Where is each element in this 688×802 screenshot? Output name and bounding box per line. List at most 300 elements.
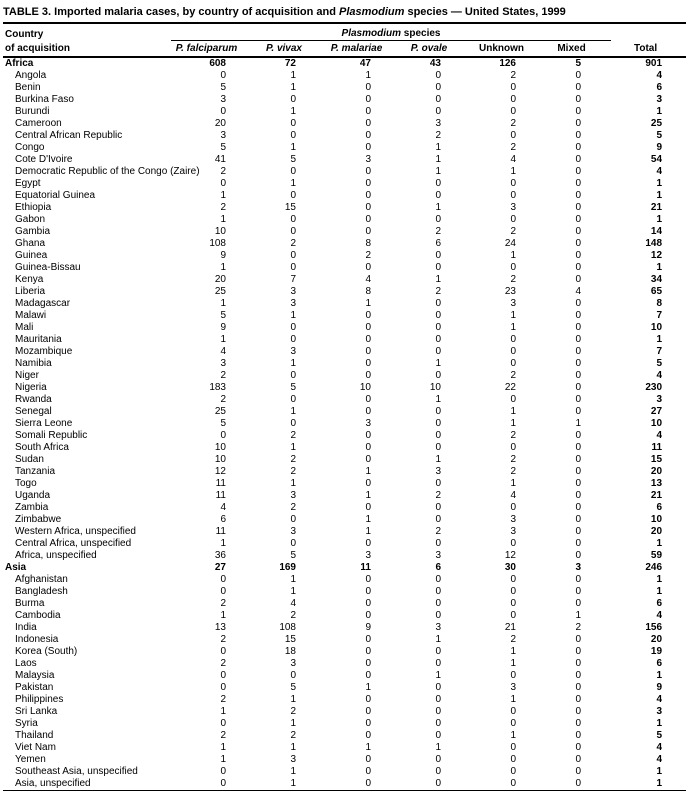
cell-mixed: 0 xyxy=(575,118,582,129)
country-row xyxy=(3,670,686,682)
cell-p-falciparum: 0 xyxy=(220,778,226,789)
cell-p-vivax: 3 xyxy=(290,286,296,297)
row-label: Rwanda xyxy=(15,394,52,405)
cell-p-malariae: 2 xyxy=(365,250,371,261)
cell-total: 5 xyxy=(656,730,663,741)
cell-p-falciparum: 41 xyxy=(214,154,226,165)
cell-unknown: 2 xyxy=(510,226,516,237)
cell-p-ovale: 3 xyxy=(435,118,441,129)
row-label: Ghana xyxy=(15,238,46,249)
cell-mixed: 0 xyxy=(575,298,582,309)
row-label: Central Africa, unspecified xyxy=(15,538,132,549)
cell-mixed: 0 xyxy=(575,346,582,357)
header-row-group xyxy=(3,24,686,40)
cell-total: 65 xyxy=(650,286,663,297)
cell-unknown: 2 xyxy=(510,430,516,441)
row-label: Indonesia xyxy=(15,634,59,645)
cell-unknown: 0 xyxy=(510,334,516,345)
cell-unknown: 2 xyxy=(510,466,516,477)
country-row xyxy=(3,586,686,598)
cell-total: 21 xyxy=(650,490,663,501)
row-label: Equatorial Guinea xyxy=(15,190,96,201)
cell-mixed: 0 xyxy=(575,214,582,225)
row-label: Burma xyxy=(15,598,45,609)
cell-total: 12 xyxy=(650,250,663,261)
cell-total: 4 xyxy=(656,694,663,705)
cell-mixed: 0 xyxy=(575,586,582,597)
row-label: Africa xyxy=(5,58,34,69)
cell-unknown: 0 xyxy=(510,778,516,789)
cell-mixed: 0 xyxy=(575,598,582,609)
cell-p-falciparum: 0 xyxy=(220,682,226,693)
cell-unknown: 1 xyxy=(510,310,516,321)
cell-p-falciparum: 0 xyxy=(220,106,226,117)
cell-p-vivax: 2 xyxy=(290,730,296,741)
cell-p-vivax: 3 xyxy=(290,754,296,765)
cell-p-falciparum: 9 xyxy=(220,250,226,261)
cell-total: 156 xyxy=(645,622,663,633)
cell-total: 3 xyxy=(656,706,663,717)
cell-total: 25 xyxy=(650,118,663,129)
row-label: Cameroon xyxy=(15,118,62,129)
cell-p-vivax: 2 xyxy=(290,454,296,465)
country-row xyxy=(3,382,686,394)
country-row xyxy=(3,454,686,466)
country-row xyxy=(3,430,686,442)
cell-p-vivax: 2 xyxy=(290,706,296,717)
cell-p-falciparum: 3 xyxy=(220,130,226,141)
cell-p-falciparum: 3 xyxy=(220,94,226,105)
cell-p-vivax: 5 xyxy=(290,382,296,393)
row-label: Laos xyxy=(15,658,37,669)
cell-p-ovale: 2 xyxy=(435,226,441,237)
cell-p-falciparum: 2 xyxy=(220,658,226,669)
cell-mixed: 3 xyxy=(575,562,582,573)
cell-p-falciparum: 5 xyxy=(220,418,226,429)
cell-p-vivax: 1 xyxy=(290,106,296,117)
cell-total: 1 xyxy=(656,178,663,189)
cell-unknown: 2 xyxy=(510,118,516,129)
cell-mixed: 0 xyxy=(575,274,582,285)
cell-p-ovale: 0 xyxy=(435,310,441,321)
cell-mixed: 0 xyxy=(575,658,582,669)
cell-total: 9 xyxy=(656,682,663,693)
cell-total: 5 xyxy=(656,130,663,141)
cell-unknown: 2 xyxy=(510,142,516,153)
cell-mixed: 0 xyxy=(575,178,582,189)
cell-p-ovale: 0 xyxy=(435,82,441,93)
cell-p-vivax: 0 xyxy=(290,214,296,225)
cell-p-falciparum: 2 xyxy=(220,202,226,213)
cell-unknown: 12 xyxy=(504,550,516,561)
cell-total: 1 xyxy=(656,718,663,729)
cell-mixed: 0 xyxy=(575,694,582,705)
row-label: Korea (South) xyxy=(15,646,78,657)
cell-mixed: 0 xyxy=(575,766,582,777)
cell-p-malariae: 0 xyxy=(365,322,371,333)
cell-p-vivax: 1 xyxy=(290,178,296,189)
cell-p-malariae: 0 xyxy=(365,610,371,621)
cell-p-vivax: 3 xyxy=(290,346,296,357)
total-header-spacer xyxy=(611,24,686,40)
cell-unknown: 0 xyxy=(510,538,516,549)
cell-p-ovale: 0 xyxy=(435,478,441,489)
cell-total: 1 xyxy=(656,778,663,789)
cell-p-ovale: 0 xyxy=(435,106,441,117)
cell-p-falciparum: 36 xyxy=(214,550,226,561)
col-header-p-vivax: P. vivax xyxy=(256,40,326,57)
cell-p-vivax: 15 xyxy=(284,634,296,645)
cell-p-falciparum: 1 xyxy=(220,742,226,753)
cell-mixed: 0 xyxy=(575,322,582,333)
cell-p-malariae: 0 xyxy=(365,718,371,729)
cell-p-falciparum: 27 xyxy=(214,562,226,573)
cell-p-ovale: 0 xyxy=(435,250,441,261)
country-row xyxy=(3,262,686,274)
cell-unknown: 2 xyxy=(510,70,516,81)
cell-p-ovale: 43 xyxy=(429,58,441,69)
cell-p-malariae: 0 xyxy=(365,190,371,201)
cell-unknown: 0 xyxy=(510,190,516,201)
country-row xyxy=(3,274,686,286)
cell-mixed: 0 xyxy=(575,94,582,105)
row-label: Sierra Leone xyxy=(15,418,73,429)
cell-p-malariae: 3 xyxy=(365,550,371,561)
country-row xyxy=(3,694,686,706)
cell-p-vivax: 1 xyxy=(290,442,296,453)
cell-p-ovale: 3 xyxy=(435,622,441,633)
table-title-italic-plasmodium: Plasmodium xyxy=(338,6,405,18)
row-label: Philippines xyxy=(15,694,64,705)
cell-p-ovale: 0 xyxy=(435,418,441,429)
country-row xyxy=(3,514,686,526)
cell-p-vivax: 1 xyxy=(290,358,296,369)
cell-p-malariae: 3 xyxy=(365,154,371,165)
cell-total: 9 xyxy=(656,142,663,153)
cell-p-falciparum: 608 xyxy=(209,58,226,69)
cell-p-falciparum: 1 xyxy=(220,538,226,549)
country-row xyxy=(3,406,686,418)
cell-unknown: 2 xyxy=(510,634,516,645)
cell-p-falciparum: 0 xyxy=(220,586,226,597)
cell-p-malariae: 0 xyxy=(365,334,371,345)
cell-mixed: 0 xyxy=(575,382,582,393)
cell-p-vivax: 3 xyxy=(290,490,296,501)
cell-p-malariae: 1 xyxy=(365,490,371,501)
cell-p-vivax: 1 xyxy=(290,742,296,753)
cell-p-vivax: 0 xyxy=(290,166,296,177)
cell-p-falciparum: 1 xyxy=(220,754,226,765)
row-label: Viet Nam xyxy=(15,742,56,753)
cell-mixed: 0 xyxy=(575,502,582,513)
cell-p-falciparum: 6 xyxy=(220,514,226,525)
cell-mixed: 0 xyxy=(575,142,582,153)
cell-p-falciparum: 0 xyxy=(220,178,226,189)
country-row xyxy=(3,778,686,791)
cell-p-ovale: 1 xyxy=(435,154,441,165)
cell-total: 59 xyxy=(650,550,663,561)
cell-mixed: 0 xyxy=(575,646,582,657)
cell-total: 54 xyxy=(650,154,663,165)
cell-mixed: 0 xyxy=(575,154,582,165)
cell-p-ovale: 1 xyxy=(435,274,441,285)
col-header-p-malariae: P. malariae xyxy=(326,40,401,57)
row-label: Mali xyxy=(15,322,34,333)
cell-p-malariae: 8 xyxy=(365,286,371,297)
cell-p-malariae: 0 xyxy=(365,706,371,717)
region-row xyxy=(3,562,686,574)
cell-p-malariae: 0 xyxy=(365,166,371,177)
cell-p-falciparum: 20 xyxy=(214,274,226,285)
cell-p-malariae: 0 xyxy=(365,214,371,225)
cell-p-falciparum: 0 xyxy=(220,430,226,441)
cell-mixed: 0 xyxy=(575,430,582,441)
cell-p-vivax: 0 xyxy=(290,94,296,105)
cell-mixed: 0 xyxy=(575,526,582,537)
row-label: Burkina Faso xyxy=(15,94,74,105)
cell-mixed: 0 xyxy=(575,634,582,645)
cell-p-malariae: 0 xyxy=(365,262,371,273)
cell-p-ovale: 0 xyxy=(435,574,441,585)
cell-p-vivax: 0 xyxy=(290,226,296,237)
cell-unknown: 0 xyxy=(510,502,516,513)
cell-mixed: 0 xyxy=(575,190,582,201)
cell-p-falciparum: 1 xyxy=(220,190,226,201)
cell-p-falciparum: 10 xyxy=(214,226,226,237)
cell-p-ovale: 0 xyxy=(435,406,441,417)
cell-unknown: 4 xyxy=(510,154,516,165)
cell-p-falciparum: 2 xyxy=(220,394,226,405)
cell-p-malariae: 0 xyxy=(365,766,371,777)
country-row xyxy=(3,682,686,694)
row-label: Cambodia xyxy=(15,610,61,621)
row-label: Namibia xyxy=(15,358,52,369)
country-header-line2: of acquisition xyxy=(3,40,171,57)
cell-p-malariae: 1 xyxy=(365,742,371,753)
cell-p-ovale: 0 xyxy=(435,658,441,669)
cell-unknown: 0 xyxy=(510,358,516,369)
cell-mixed: 0 xyxy=(575,754,582,765)
cell-unknown: 3 xyxy=(510,682,516,693)
country-row xyxy=(3,622,686,634)
cell-p-malariae: 0 xyxy=(365,106,371,117)
row-label: Afghanistan xyxy=(15,574,68,585)
cell-p-vivax: 2 xyxy=(290,502,296,513)
cell-p-malariae: 47 xyxy=(359,58,371,69)
cell-total: 1 xyxy=(656,574,663,585)
country-row xyxy=(3,214,686,226)
cell-p-malariae: 1 xyxy=(365,514,371,525)
cell-p-malariae: 0 xyxy=(365,202,371,213)
country-row xyxy=(3,634,686,646)
cell-total: 14 xyxy=(650,226,663,237)
cell-mixed: 0 xyxy=(575,394,582,405)
country-row xyxy=(3,346,686,358)
cell-p-falciparum: 2 xyxy=(220,634,226,645)
cell-mixed: 0 xyxy=(575,82,582,93)
cell-total: 4 xyxy=(656,166,663,177)
cell-unknown: 0 xyxy=(510,574,516,585)
cell-unknown: 24 xyxy=(504,238,516,249)
row-label: Democratic Republic of the Congo (Zaire) xyxy=(15,166,200,177)
row-label: Burundi xyxy=(15,106,50,117)
species-group-rest: species xyxy=(401,27,441,39)
cell-p-ovale: 1 xyxy=(435,202,441,213)
cell-p-falciparum: 10 xyxy=(214,442,226,453)
cell-p-malariae: 0 xyxy=(365,670,371,681)
row-label: Pakistan xyxy=(15,682,54,693)
cell-p-vivax: 5 xyxy=(290,682,296,693)
country-row xyxy=(3,82,686,94)
cell-total: 1 xyxy=(656,586,663,597)
cell-mixed: 0 xyxy=(575,130,582,141)
cell-p-falciparum: 2 xyxy=(220,730,226,741)
col-header-total: Total xyxy=(611,40,686,57)
cell-p-malariae: 10 xyxy=(359,382,371,393)
cell-unknown: 3 xyxy=(510,514,516,525)
cell-unknown: 22 xyxy=(504,382,516,393)
cell-p-vivax: 4 xyxy=(290,598,296,609)
row-label: Somali Republic xyxy=(15,430,88,441)
cell-p-malariae: 0 xyxy=(365,598,371,609)
cell-p-ovale: 0 xyxy=(435,718,441,729)
cell-p-malariae: 3 xyxy=(365,418,371,429)
cell-p-malariae: 0 xyxy=(365,778,371,789)
row-label: Yemen xyxy=(15,754,46,765)
cell-p-vivax: 1 xyxy=(290,70,296,81)
cell-p-falciparum: 1 xyxy=(220,298,226,309)
cell-mixed: 0 xyxy=(575,106,582,117)
cell-p-malariae: 0 xyxy=(365,358,371,369)
country-row xyxy=(3,130,686,142)
cell-unknown: 0 xyxy=(510,442,516,453)
cell-p-ovale: 0 xyxy=(435,730,441,741)
country-row xyxy=(3,298,686,310)
cell-unknown: 1 xyxy=(510,250,516,261)
cell-unknown: 3 xyxy=(510,202,516,213)
country-row xyxy=(3,706,686,718)
cell-p-ovale: 6 xyxy=(435,562,441,573)
country-row xyxy=(3,478,686,490)
cell-p-malariae: 8 xyxy=(365,238,371,249)
cell-unknown: 2 xyxy=(510,454,516,465)
cell-p-falciparum: 5 xyxy=(220,142,226,153)
cell-total: 7 xyxy=(656,310,663,321)
country-row xyxy=(3,250,686,262)
cell-p-falciparum: 0 xyxy=(220,646,226,657)
cell-p-vivax: 3 xyxy=(290,526,296,537)
table-title xyxy=(3,6,686,24)
cell-p-vivax: 0 xyxy=(290,538,296,549)
cell-mixed: 0 xyxy=(575,406,582,417)
cell-unknown: 0 xyxy=(510,598,516,609)
cell-p-ovale: 1 xyxy=(435,142,441,153)
cell-p-falciparum: 2 xyxy=(220,370,226,381)
cell-p-malariae: 0 xyxy=(365,478,371,489)
cell-unknown: 1 xyxy=(510,166,516,177)
cell-p-vivax: 3 xyxy=(290,658,296,669)
cell-p-vivax: 1 xyxy=(290,406,296,417)
cell-p-vivax: 0 xyxy=(290,670,296,681)
cell-p-malariae: 0 xyxy=(365,646,371,657)
cell-p-falciparum: 0 xyxy=(220,670,226,681)
cell-p-malariae: 9 xyxy=(365,622,371,633)
cell-p-vivax: 72 xyxy=(284,58,296,69)
cell-total: 246 xyxy=(645,562,663,573)
row-label: Uganda xyxy=(15,490,51,501)
cell-p-ovale: 0 xyxy=(435,598,441,609)
cell-p-falciparum: 5 xyxy=(220,82,226,93)
cell-p-malariae: 0 xyxy=(365,394,371,405)
row-label: Tanzania xyxy=(15,466,56,477)
cell-p-falciparum: 1 xyxy=(220,214,226,225)
cell-p-vivax: 1 xyxy=(290,694,296,705)
cell-p-vivax: 0 xyxy=(290,262,296,273)
header-row-columns xyxy=(3,40,686,57)
cell-mixed: 0 xyxy=(575,358,582,369)
cell-p-ovale: 10 xyxy=(429,382,441,393)
row-label: Sudan xyxy=(15,454,44,465)
cell-p-vivax: 2 xyxy=(290,238,296,249)
country-row xyxy=(3,574,686,586)
country-row xyxy=(3,766,686,778)
cell-p-falciparum: 11 xyxy=(215,526,226,537)
country-row xyxy=(3,118,686,130)
cell-p-malariae: 0 xyxy=(365,130,371,141)
cell-p-malariae: 0 xyxy=(365,730,371,741)
cell-total: 10 xyxy=(650,418,663,429)
cell-unknown: 0 xyxy=(510,346,516,357)
cell-p-falciparum: 12 xyxy=(214,466,226,477)
country-row xyxy=(3,742,686,754)
country-row xyxy=(3,394,686,406)
malaria-cases-table xyxy=(3,24,686,791)
country-row xyxy=(3,370,686,382)
cell-total: 6 xyxy=(656,502,663,513)
cell-p-vivax: 3 xyxy=(290,298,296,309)
cell-p-vivax: 0 xyxy=(290,118,296,129)
cell-mixed: 0 xyxy=(575,166,582,177)
cell-p-malariae: 0 xyxy=(365,430,371,441)
cell-total: 5 xyxy=(656,358,663,369)
cell-total: 11 xyxy=(651,442,663,453)
row-label: Mauritania xyxy=(15,334,62,345)
cell-total: 20 xyxy=(650,466,663,477)
cell-mixed: 0 xyxy=(575,682,582,693)
cell-unknown: 0 xyxy=(510,610,516,621)
cell-mixed: 4 xyxy=(575,286,582,297)
row-label: Togo xyxy=(15,478,37,489)
cell-total: 230 xyxy=(645,382,663,393)
cell-p-ovale: 0 xyxy=(435,298,441,309)
cell-total: 19 xyxy=(650,646,663,657)
cell-p-malariae: 0 xyxy=(365,694,371,705)
cell-p-ovale: 0 xyxy=(435,694,441,705)
cell-p-vivax: 5 xyxy=(290,154,296,165)
cell-p-vivax: 0 xyxy=(290,130,296,141)
row-label: Liberia xyxy=(15,286,46,297)
country-row xyxy=(3,646,686,658)
cell-total: 15 xyxy=(650,454,663,465)
row-label: Syria xyxy=(15,718,38,729)
country-row xyxy=(3,94,686,106)
cell-p-falciparum: 11 xyxy=(215,478,226,489)
cell-p-malariae: 0 xyxy=(365,586,371,597)
row-label: Niger xyxy=(15,370,39,381)
cell-p-malariae: 11 xyxy=(360,562,371,573)
cell-p-ovale: 0 xyxy=(435,430,441,441)
cell-p-ovale: 0 xyxy=(435,262,441,273)
